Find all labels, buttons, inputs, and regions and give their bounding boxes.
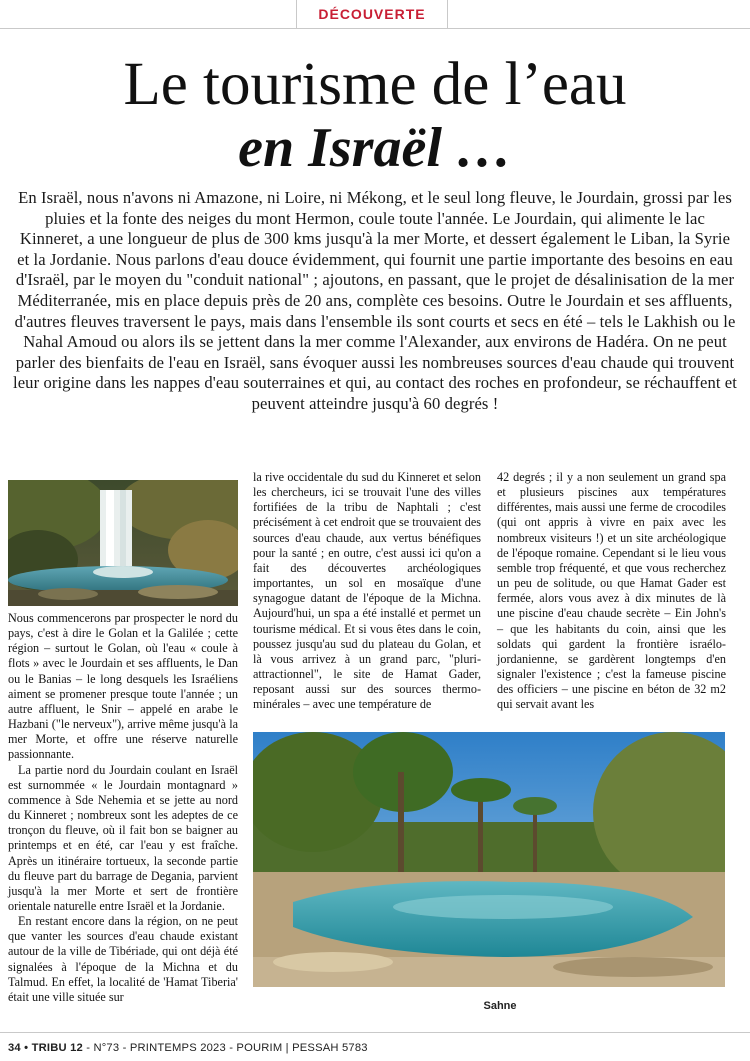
paragraph: Nous commencerons par prospecter le nord du pays, c'est à dire le Golan et la Galilée ; cette région – surtout le Golan, où l'eau « coule à flots » avec le Jourdain et ses affluents, le Dan ou le Banias – le long desquels les Israéliens aiment se promener presque toute l'année ; un autre affluent, le Snir – appelé en arabe le Hazbani ("le nerveux"), arrive même jusqu'à la mer Morte, et offre une réserve naturelle passionnante. [8, 611, 238, 762]
paragraph: En restant encore dans la région, on ne peut que vanter les sources d'eau chaude existant autour de la ville de Tibériade, qui ont déjà été signalées à l'époque de la Michna et du Talmud. En effet, la localité de 'Hamat Tiberia' était une ville située sur [8, 914, 238, 1004]
body-column-3 [497, 470, 726, 713]
footer-bullet: • [20, 1042, 32, 1054]
issue-info: - N°73 - PRINTEMPS 2023 - POURIM | PESSAH 5783 [82, 1042, 368, 1054]
page-number: 34 [8, 1042, 21, 1054]
body-column-2 [253, 470, 481, 713]
paragraph: La partie nord du Jourdain coulant en Israël est surnommée « le Jourdain montagnard » commence à Sde Nehemia et se jette au nord du Kinneret ; nombreux sont les adeptes de ce tronçon du fleuve, où il fait bon se baigner au printemps et en été, car l'eau y est fraîche. Après un itinéraire tortueux, la seconde partie du fleuve part du barrage de Degania, parvient jusqu'à la mer Morte et sert de frontière orientale naturelle entre Israël et la Jordanie. [8, 762, 238, 913]
magazine-name: TRIBU 12 [31, 1042, 83, 1054]
page-footer [8, 1042, 368, 1054]
body-column-1 [8, 611, 238, 1005]
article-title-line2: en Israël … [238, 117, 512, 179]
paragraph: la rive occidentale du sud du Kinneret et selon les chercheurs, ici se trouvait l'une des villes fortifiées de la tribu de Naphtali ; c'est précisément à cet endroit que se trouvaient des sources d'eau chaude, aux vertus bénéfiques pour la santé ; en outre, c'est aussi ici qu'on a fait des découvertes archéologiques importantes, un sol en mosaïque d'une synagogue datant de l'époque de la Michna. Aujourd'hui, un spa a été installé et permet un tourisme médical. Et si vous êtes dans le coin, poussez jusqu'au sud du plateau du Golan, et là vous arrivez à un grand parc, "pluri-attractionnel", le site de Hamat Gader, reposant aussi sur des sources thermo-minérales – avec une température de [253, 470, 481, 712]
waterfall-photo [8, 480, 238, 606]
oasis-image [253, 732, 725, 987]
waterfall-image [8, 480, 238, 606]
section-tag: DÉCOUVERTE [296, 0, 448, 29]
paragraph: 42 degrés ; il y a non seulement un grand spa et plusieurs piscines aux températures différentes, mais aussi une ferme de crocodiles (qui ont appris à vivre en paix avec les nombreux visiteurs !) et un site archéologique de l'époque romaine. Cependant si le lieu vous semble trop fréquenté, et que vous recherchez un peu de solitude, ou que Hamat Gader est fermée, alors vous avez à dix minutes de là une piscine d'eau chaude secrète – Ein John's – que les habitants du coin, ainsi que les soldats qui gardent la frontière israélo-jordanienne, se gardèrent longtemps d'en signaler l'existence ; c'est la fameuse piscine des officiers – une piscine en béton de 32 m2 qui servait avant les [497, 470, 726, 712]
footer-rule [0, 1032, 750, 1033]
oasis-pool-photo [253, 732, 725, 987]
section-header [0, 0, 750, 30]
photo-caption: Sahne [483, 1000, 517, 1012]
article-intro: En Israël, nous n'avons ni Amazone, ni Loire, ni Mékong, et le seul long fleuve, le Jourdain, grossi par les pluies et la fonte des neiges du mont Hermon, coule toute l'année. Le Jourdain, qui alimente le lac Kinneret, a une longueur de plus de 300 kms jusqu'à la mer Morte, et dessert également le Liban, la Syrie et la Jordanie. Nous parlons d'eau douce évidemment, qui fournit une partie importante des besoins en eau d'Israël, par le moyen du "conduit national" ; ajoutons, en passant, que le projet de désalinisation de la mer Méditerranée, mis en place depuis près de 20 ans, complète ces besoins. Outre le Jourdain et ses affluents, d'autres fleuves traversent le pays, mais dans l'ensemble ils sont courts et secs en été – tels le Lakhish ou le Nahal Amoud ou alors ils se jettent dans la mer comme l'Alexander, aux environs de Hadéra. On ne peut parler des bienfaits de l'eau en Israël, sans évoquer aussi les nombreuses sources d'eau chaude qui trouvent leur origine dans les nappes d'eau souterraines et qui, au contact des roches en profondeur, se réchauffent et peuvent atteindre jusqu'à 60 degrés ! [13, 188, 737, 413]
article-title-line1: Le tourisme de l’eau [123, 51, 627, 118]
